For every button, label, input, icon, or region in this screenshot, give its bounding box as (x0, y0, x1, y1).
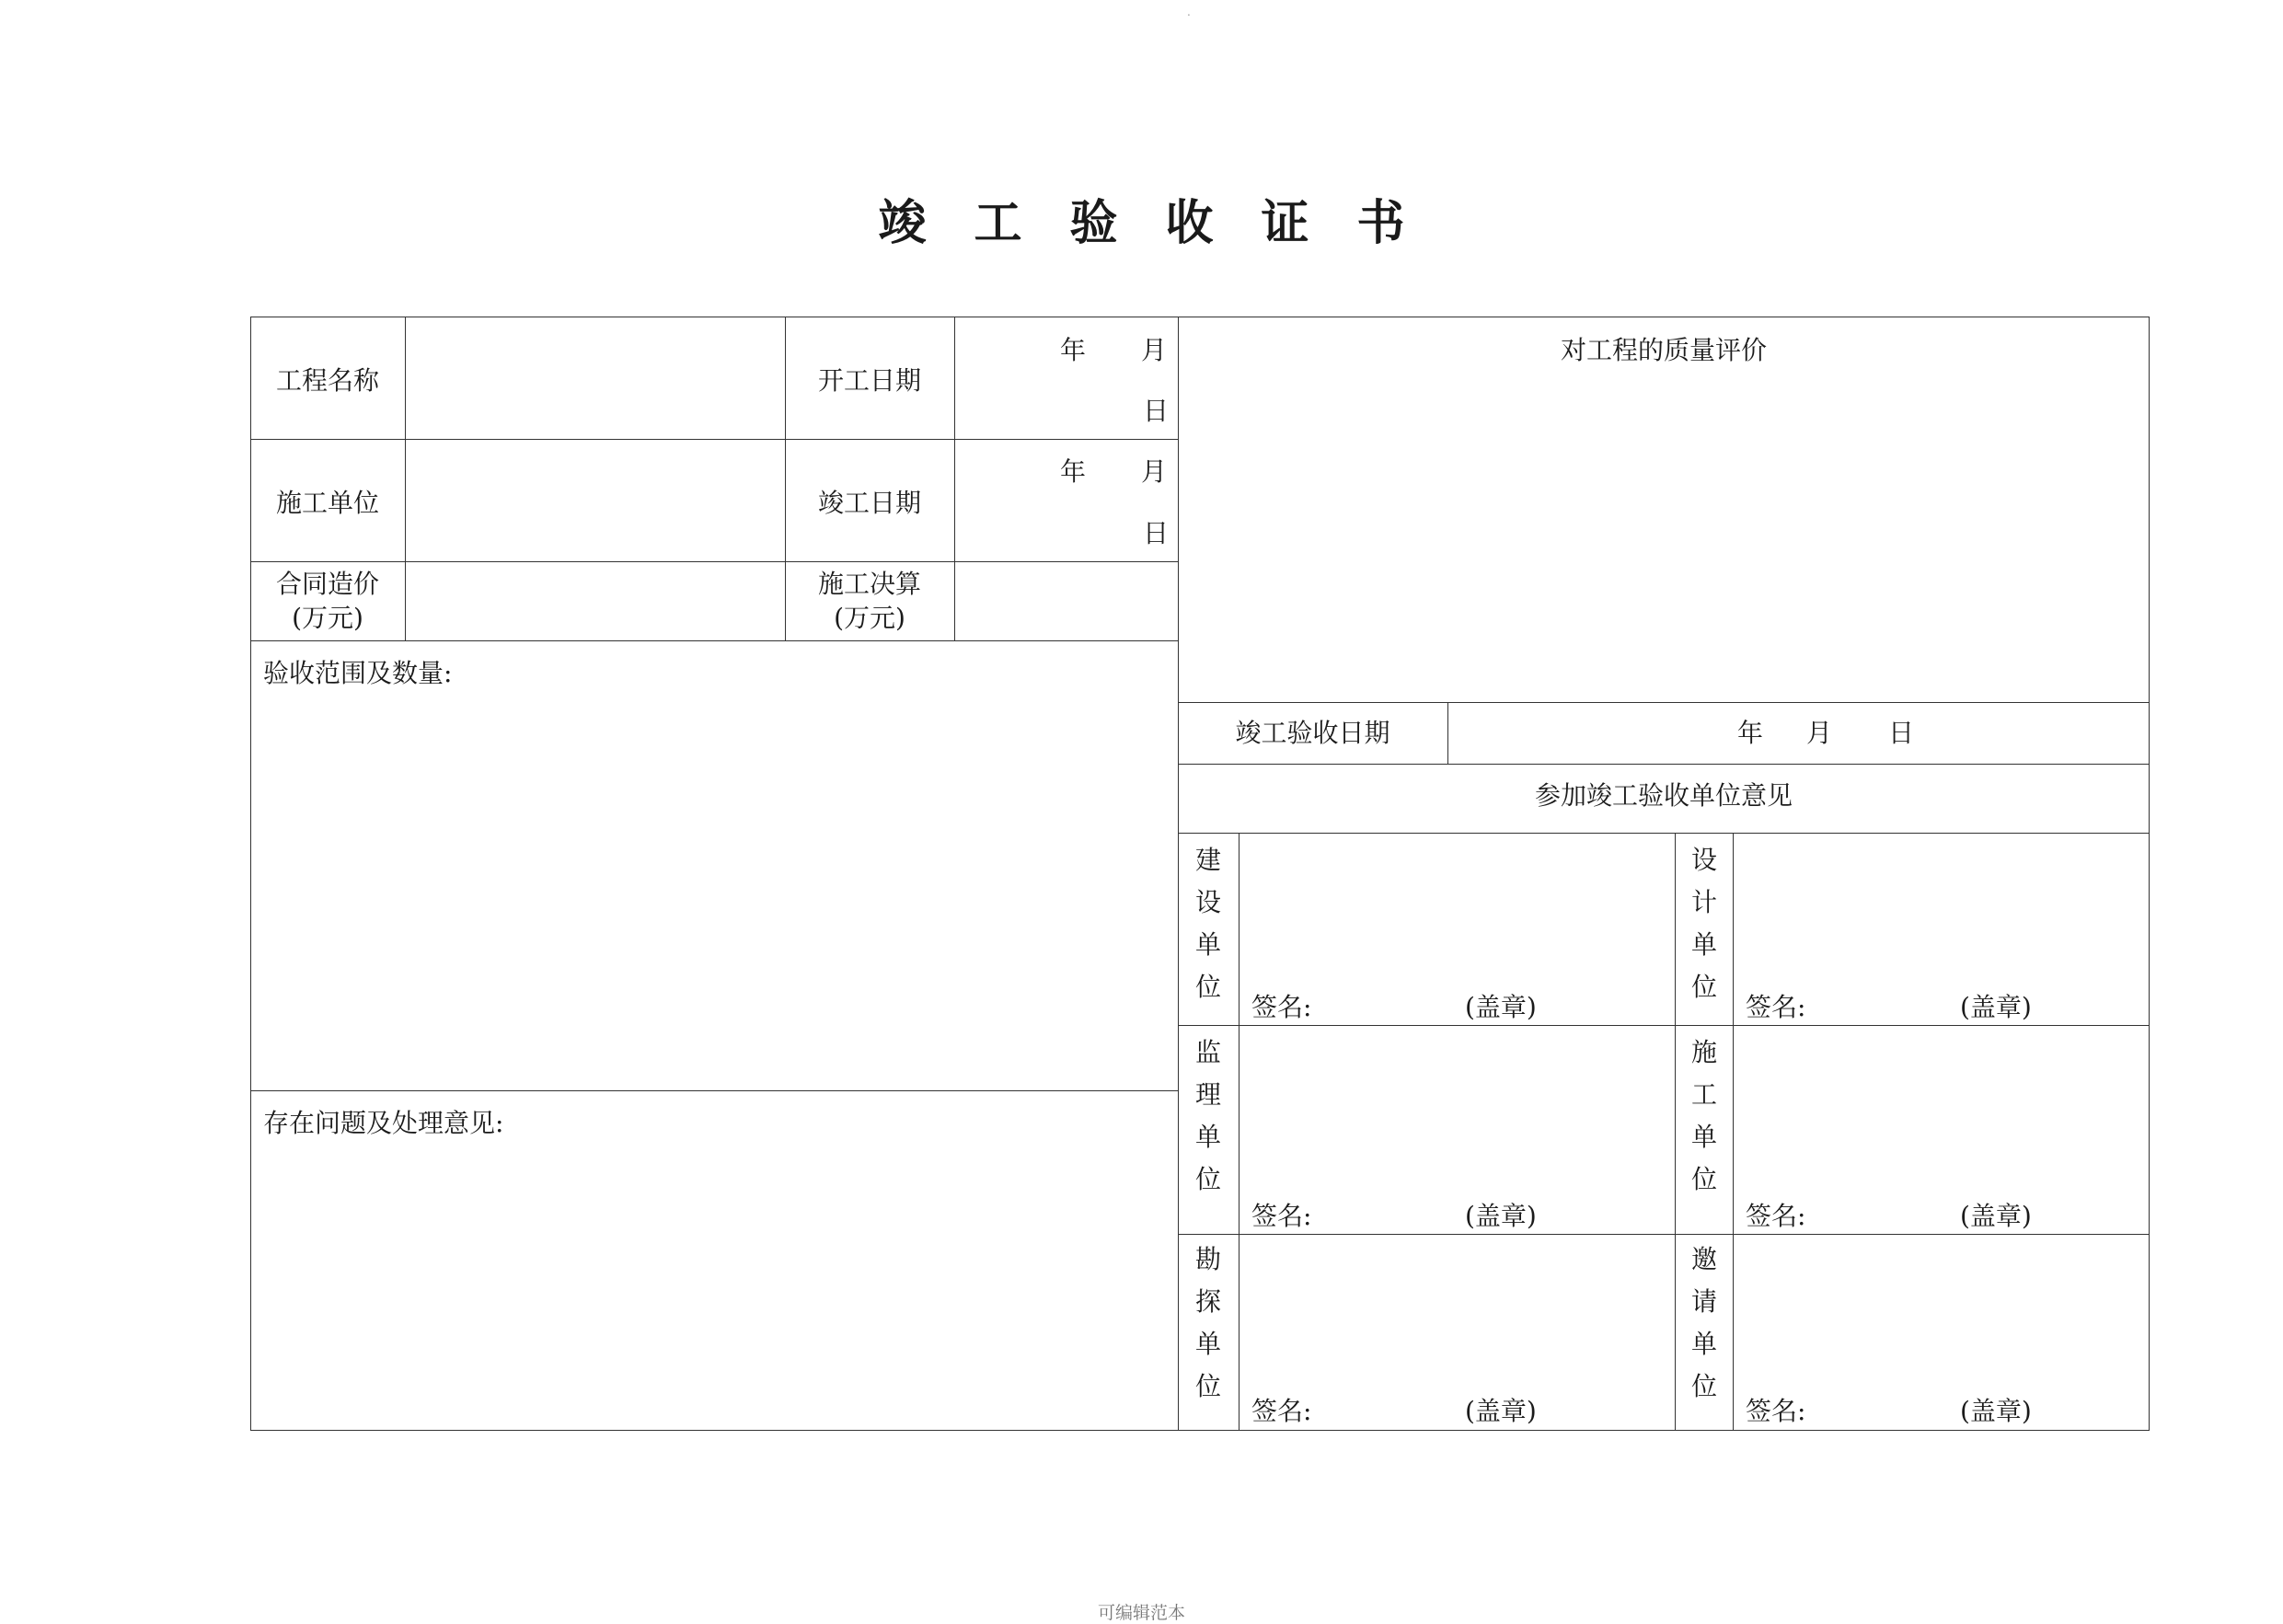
signature-label: 签名: (1251, 992, 1312, 1022)
unit-char: 计 (1690, 887, 1717, 917)
unit-char: 位 (1690, 1164, 1717, 1194)
issues-label: 存在问题及处理意见: (263, 1108, 504, 1138)
seal-label: (盖章) (1465, 1201, 1537, 1231)
col-line-center (1178, 317, 1179, 1431)
unit-char: 单 (1690, 1122, 1717, 1152)
unit-char: 单 (1194, 1122, 1221, 1152)
unit-char: 位 (1690, 972, 1717, 1002)
completion-date-label: 竣工日期 (817, 488, 921, 518)
signature-label: 签名: (1746, 1201, 1806, 1231)
opinions-title: 参加竣工验收单位意见 (1534, 780, 1793, 811)
unit-col-line-3 (1733, 833, 1734, 1431)
seal-label: (盖章) (1960, 1201, 2032, 1231)
unit-char: 位 (1690, 1371, 1717, 1401)
seal-label: (盖章) (1960, 992, 2032, 1022)
unit-char: 建 (1194, 845, 1221, 875)
footer-note: 可编辑范本 (1097, 1603, 1185, 1623)
unit-char: 单 (1690, 1329, 1717, 1359)
acceptance-date-bottom-line (1178, 764, 2150, 765)
unit-char: 施 (1690, 1037, 1717, 1067)
seal-label: (盖章) (1465, 1396, 1537, 1426)
scope-label: 验收范围及数量: (263, 658, 453, 688)
acceptance-date-label: 竣工验收日期 (1235, 718, 1390, 748)
unit-char: 设 (1690, 845, 1717, 875)
contractor-label: 施工单位 (275, 488, 379, 518)
acceptance-date-divider (1447, 702, 1448, 764)
signature-label: 签名: (1251, 1201, 1312, 1231)
unit-char: 理 (1194, 1079, 1221, 1110)
project-name-label: 工程名称 (275, 365, 379, 396)
unit-label-survey (1190, 1238, 1227, 1408)
completion-date-month: 月 (1141, 456, 1168, 487)
unit-char: 位 (1194, 1164, 1221, 1194)
signature-label: 签名: (1251, 1396, 1312, 1426)
row-line-1 (250, 439, 1178, 440)
signature-label: 签名: (1746, 1396, 1806, 1426)
unit-char: 单 (1194, 929, 1221, 960)
unit-char: 位 (1194, 1371, 1221, 1401)
unit-char: 位 (1194, 972, 1221, 1002)
start-date-month: 月 (1141, 335, 1168, 365)
seal-label: (盖章) (1465, 992, 1537, 1022)
completion-date-day: 日 (1143, 518, 1170, 548)
unit-row-line-2 (1178, 1234, 2150, 1235)
completion-date-year: 年 (1060, 456, 1087, 487)
unit-char: 邀 (1690, 1244, 1717, 1274)
unit-char: 设 (1194, 887, 1221, 917)
unit-label-supervision (1190, 1031, 1227, 1201)
unit-label-construction (1686, 1031, 1723, 1201)
unit-label-design (1686, 839, 1723, 1008)
unit-char: 单 (1194, 1329, 1221, 1359)
unit-col-line-2 (1675, 833, 1676, 1431)
start-date-year: 年 (1060, 335, 1087, 365)
header-mark: . (1187, 6, 1191, 18)
col-line-date-label (954, 317, 955, 640)
start-date-day: 日 (1143, 396, 1170, 426)
unit-char: 工 (1690, 1079, 1717, 1110)
unit-char: 监 (1194, 1037, 1221, 1067)
row-line-2 (250, 561, 1178, 562)
acceptance-date-day: 日 (1888, 718, 1915, 748)
start-date-label: 开工日期 (817, 365, 921, 396)
acceptance-date-month: 月 (1806, 718, 1833, 748)
unit-char: 探 (1194, 1286, 1221, 1317)
opinions-title-bottom-line (1178, 833, 2150, 834)
seal-label: (盖章) (1960, 1396, 2032, 1426)
settlement-unit: (万元) (834, 603, 905, 633)
row-line-4 (250, 1090, 1178, 1091)
col-line-label (405, 317, 406, 640)
acceptance-date-year: 年 (1737, 718, 1764, 748)
row-line-3 (250, 640, 1178, 641)
contract-price-label: 合同造价 (275, 569, 379, 599)
unit-char: 请 (1690, 1286, 1717, 1317)
quality-bottom-line (1178, 702, 2150, 703)
unit-col-line-1 (1239, 833, 1240, 1431)
signature-label: 签名: (1746, 992, 1806, 1022)
quality-evaluation-label: 对工程的质量评价 (1560, 335, 1767, 365)
unit-label-invited (1686, 1238, 1723, 1408)
unit-char: 单 (1690, 929, 1717, 960)
contract-price-unit: (万元) (292, 603, 363, 633)
settlement-label: 施工决算 (817, 569, 921, 599)
page-title: 竣工验收证书 (878, 195, 1453, 251)
unit-row-line-1 (1178, 1025, 2150, 1026)
unit-label-construction-owner (1190, 839, 1227, 1008)
unit-char: 勘 (1194, 1244, 1221, 1274)
